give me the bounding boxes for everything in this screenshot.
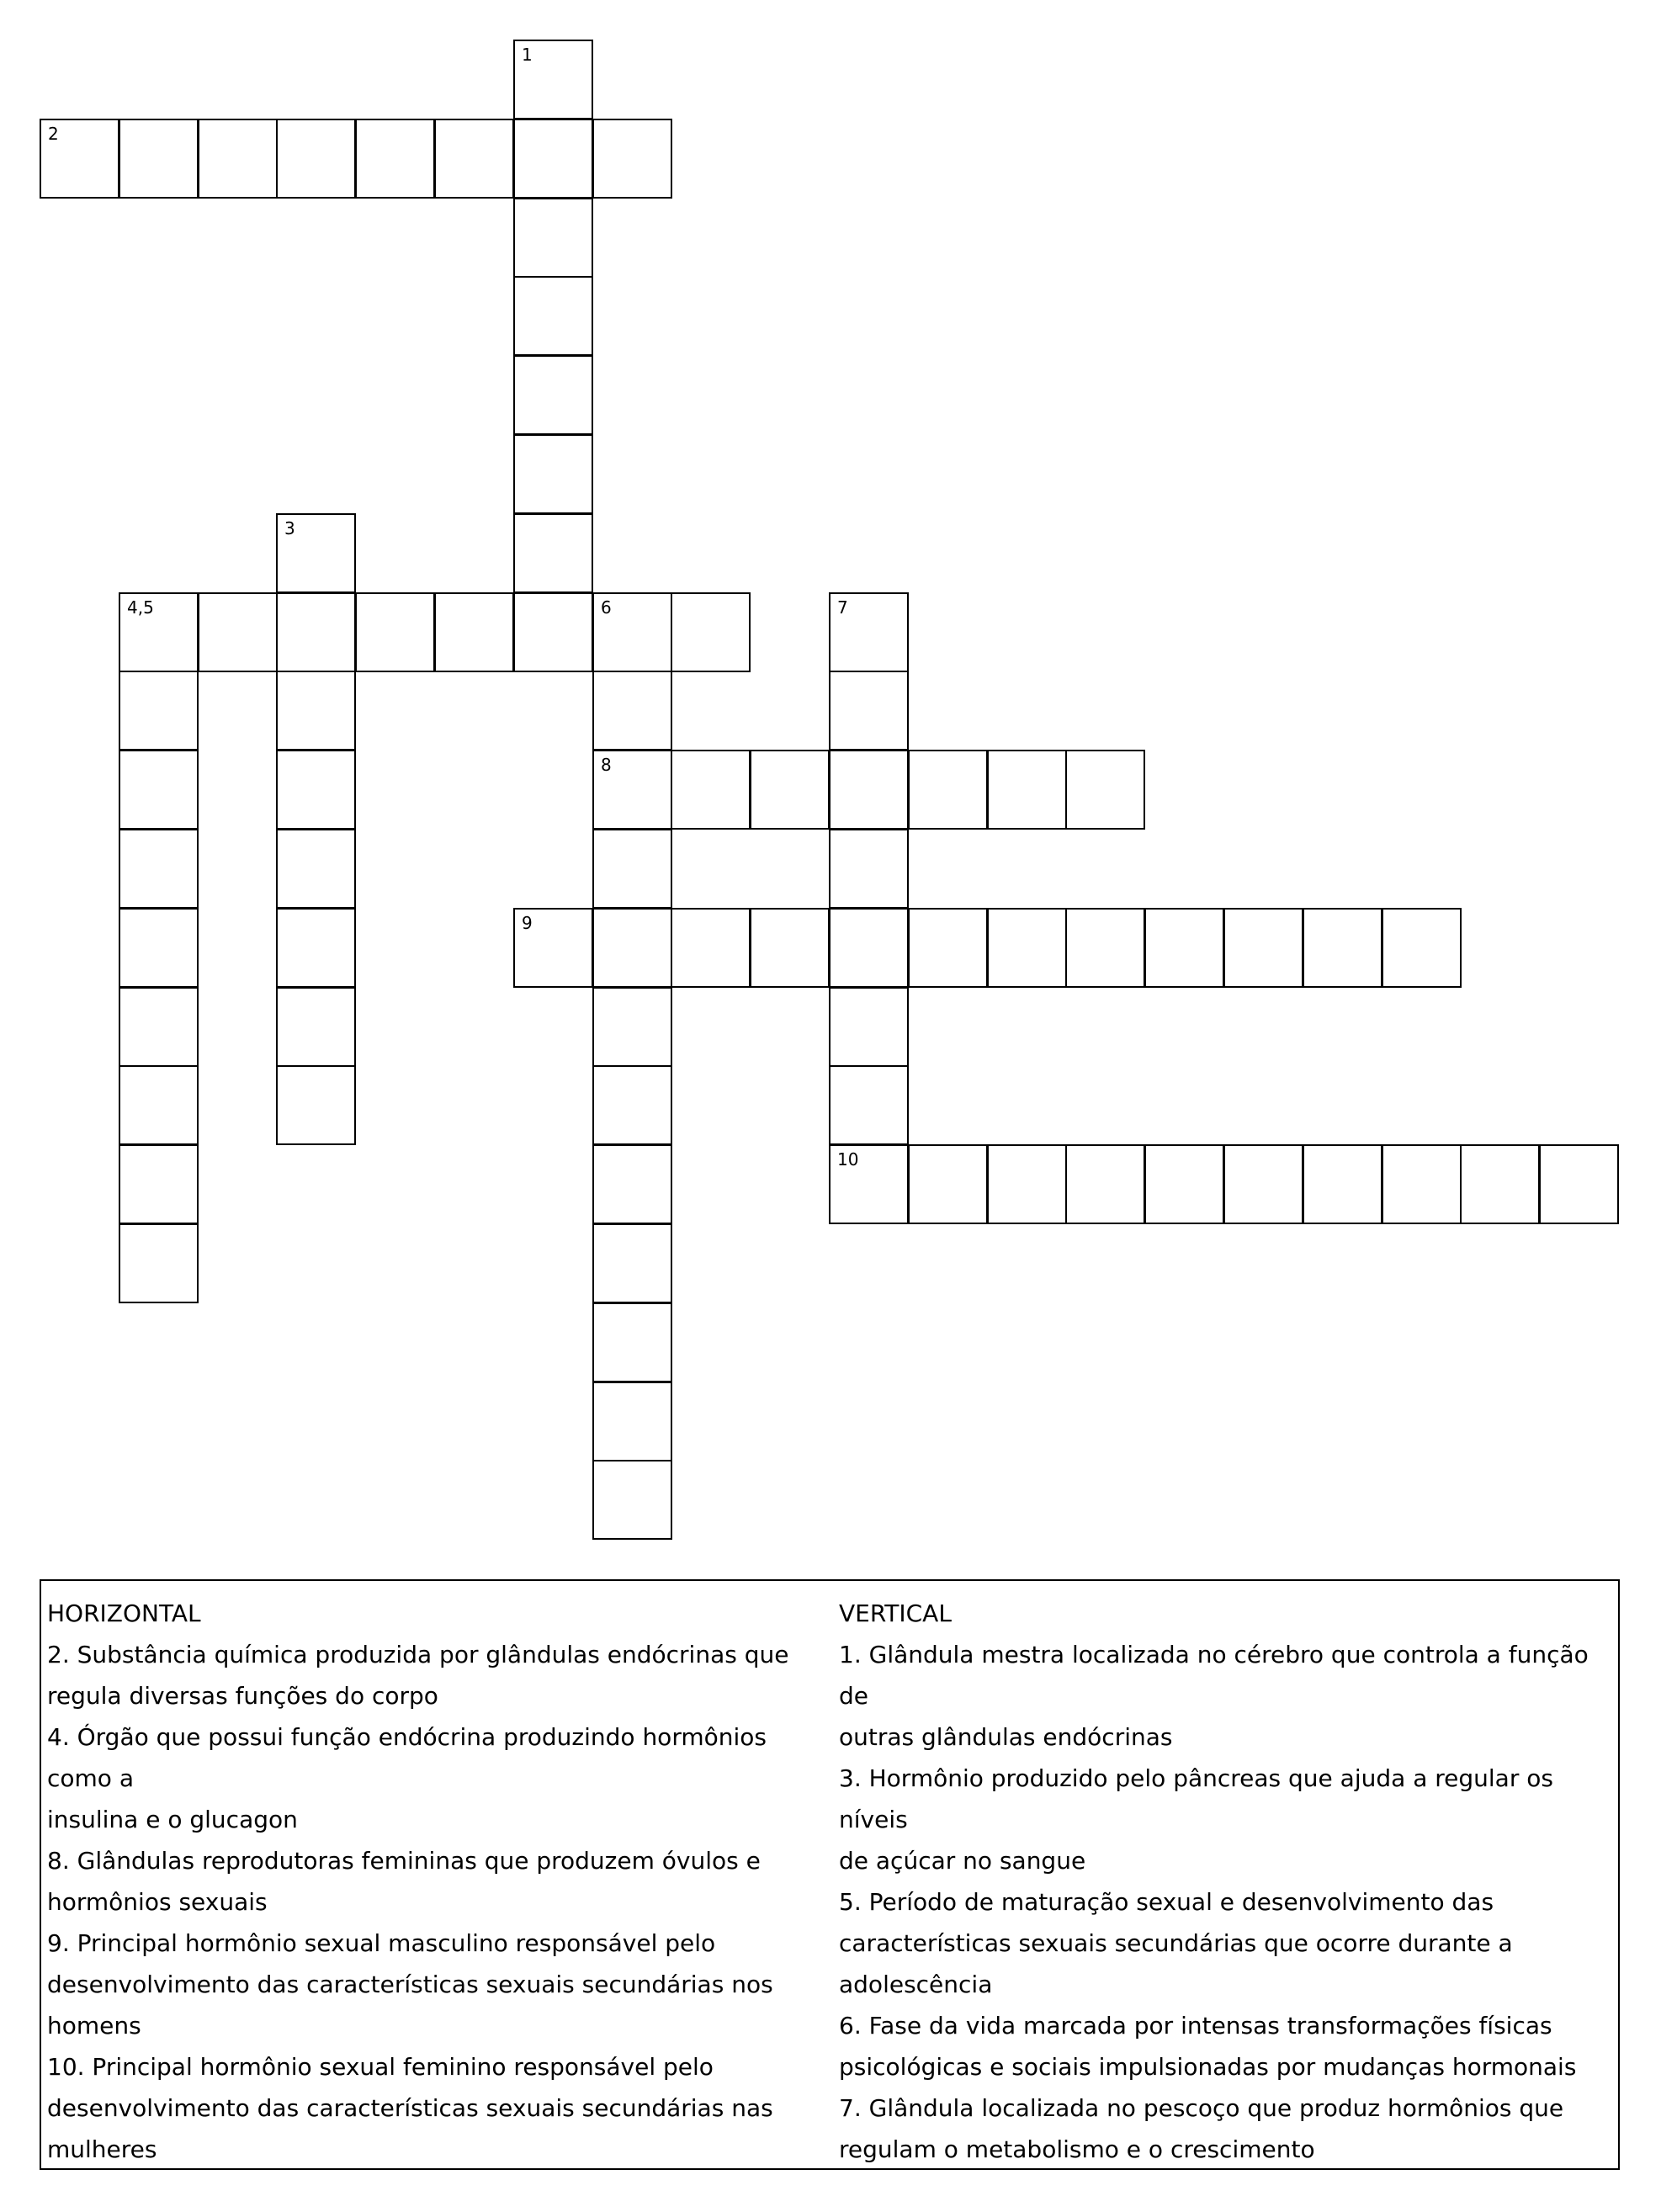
crossword-cell[interactable] bbox=[592, 750, 672, 830]
crossword-cell[interactable] bbox=[829, 592, 909, 672]
crossword-cell[interactable] bbox=[276, 1065, 356, 1145]
horizontal-clue bbox=[47, 1923, 830, 2046]
crossword-cell[interactable] bbox=[1539, 1144, 1619, 1224]
crossword-cell[interactable] bbox=[592, 119, 672, 199]
crossword-cell[interactable] bbox=[1460, 1144, 1540, 1224]
crossword-cell[interactable] bbox=[592, 1302, 672, 1382]
crossword-cell[interactable] bbox=[829, 987, 909, 1067]
vertical-heading: VERTICAL bbox=[839, 1599, 952, 1627]
clue-line: de açúcar no sangue bbox=[839, 1847, 1086, 1875]
crossword-cell[interactable] bbox=[513, 592, 593, 672]
crossword-cell[interactable] bbox=[829, 671, 909, 751]
crossword-cell[interactable] bbox=[592, 987, 672, 1067]
horizontal-clues bbox=[47, 1593, 830, 2170]
crossword-cell[interactable] bbox=[592, 908, 672, 988]
clue-line: 3. Hormônio produzido pelo pâncreas que ajuda a regular os níveis bbox=[839, 1764, 1553, 1833]
crossword-cell[interactable] bbox=[750, 908, 830, 988]
crossword-cell[interactable] bbox=[829, 1144, 909, 1224]
crossword-cell[interactable] bbox=[276, 908, 356, 988]
crossword-cell[interactable] bbox=[119, 829, 199, 909]
crossword-cell[interactable] bbox=[1065, 1144, 1145, 1224]
crossword-cell[interactable] bbox=[750, 750, 830, 830]
crossword-cell[interactable] bbox=[434, 119, 514, 199]
crossword-cell[interactable] bbox=[592, 671, 672, 751]
crossword-cell[interactable] bbox=[987, 750, 1067, 830]
crossword-cell[interactable] bbox=[987, 1144, 1067, 1224]
horizontal-clue bbox=[47, 1840, 830, 1923]
horizontal-heading: HORIZONTAL bbox=[47, 1599, 201, 1627]
clue-line: outras glândulas endócrinas bbox=[839, 1723, 1173, 1751]
clue-number: 4,5 bbox=[127, 597, 154, 618]
horizontal-clue bbox=[47, 2046, 830, 2170]
crossword-cell[interactable] bbox=[276, 750, 356, 830]
crossword-cell[interactable] bbox=[908, 908, 988, 988]
crossword-cell[interactable] bbox=[671, 908, 751, 988]
crossword-cell[interactable] bbox=[908, 1144, 988, 1224]
vertical-clues bbox=[839, 1593, 1617, 2170]
crossword-cell[interactable] bbox=[276, 829, 356, 909]
clue-line: 6. Fase da vida marcada por intensas transformações físicas bbox=[839, 2012, 1552, 2040]
horizontal-clue bbox=[47, 1716, 830, 1840]
crossword-cell[interactable] bbox=[908, 750, 988, 830]
crossword-cell[interactable] bbox=[119, 908, 199, 988]
crossword-cell[interactable] bbox=[1144, 908, 1224, 988]
crossword-cell[interactable] bbox=[829, 829, 909, 909]
crossword-cell[interactable] bbox=[592, 1460, 672, 1540]
crossword-cell[interactable] bbox=[1303, 1144, 1382, 1224]
crossword-cell[interactable] bbox=[1223, 1144, 1303, 1224]
crossword-cell[interactable] bbox=[513, 198, 593, 278]
crossword-cell[interactable] bbox=[513, 513, 593, 593]
crossword-cell[interactable] bbox=[592, 1144, 672, 1224]
clue-line: desenvolvimento das características sexuais secundárias nas bbox=[47, 2094, 773, 2122]
clue-line: regula diversas funções do corpo bbox=[47, 1682, 438, 1710]
crossword-cell[interactable] bbox=[513, 276, 593, 356]
clue-line: hormônios sexuais bbox=[47, 1888, 268, 1916]
clue-line: psicológicas e sociais impulsionadas por mudanças hormonais bbox=[839, 2053, 1577, 2081]
crossword-cell[interactable] bbox=[829, 750, 909, 830]
crossword-cell[interactable] bbox=[276, 119, 356, 199]
crossword-cell[interactable] bbox=[119, 1065, 199, 1145]
clue-number: 8 bbox=[601, 755, 612, 775]
crossword-cell[interactable] bbox=[276, 987, 356, 1067]
vertical-clue bbox=[839, 1634, 1617, 1758]
crossword-cell[interactable] bbox=[829, 908, 909, 988]
crossword-cell[interactable] bbox=[1382, 1144, 1462, 1224]
clue-line: mulheres bbox=[47, 2135, 157, 2163]
crossword-cell[interactable] bbox=[434, 592, 514, 672]
crossword-cell[interactable] bbox=[198, 592, 278, 672]
crossword-cell[interactable] bbox=[513, 434, 593, 514]
crossword-cell[interactable] bbox=[1382, 908, 1462, 988]
crossword-cell[interactable] bbox=[1144, 1144, 1224, 1224]
clue-line: características sexuais secundárias que ocorre durante a bbox=[839, 1929, 1513, 1957]
clue-number: 9 bbox=[522, 913, 533, 933]
crossword-cell[interactable] bbox=[513, 40, 593, 119]
crossword-cell[interactable] bbox=[592, 592, 672, 672]
crossword-cell[interactable] bbox=[671, 592, 751, 672]
crossword-cell[interactable] bbox=[119, 750, 199, 830]
crossword-cell[interactable] bbox=[592, 1223, 672, 1303]
crossword-cell[interactable] bbox=[276, 592, 356, 672]
crossword-cell[interactable] bbox=[276, 671, 356, 751]
crossword-cell[interactable] bbox=[829, 1065, 909, 1145]
vertical-clue bbox=[839, 2087, 1617, 2170]
clue-number: 7 bbox=[837, 597, 848, 618]
crossword-cell[interactable] bbox=[119, 119, 199, 199]
crossword-cell[interactable] bbox=[355, 592, 435, 672]
crossword-cell[interactable] bbox=[276, 513, 356, 593]
clue-line: 5. Período de maturação sexual e desenvolvimento das bbox=[839, 1888, 1494, 1916]
crossword-cell[interactable] bbox=[1223, 908, 1303, 988]
crossword-cell[interactable] bbox=[592, 1065, 672, 1145]
crossword-cell[interactable] bbox=[119, 671, 199, 751]
crossword-cell[interactable] bbox=[1065, 908, 1145, 988]
crossword-cell[interactable] bbox=[513, 908, 593, 988]
clue-number: 1 bbox=[522, 45, 533, 65]
crossword-cell[interactable] bbox=[119, 1144, 199, 1224]
crossword-cell[interactable] bbox=[1303, 908, 1382, 988]
clue-line: 4. Órgão que possui função endócrina produzindo hormônios como a bbox=[47, 1723, 767, 1792]
clue-line: desenvolvimento das características sexuais secundárias nos bbox=[47, 1971, 773, 1998]
clue-line: 8. Glândulas reprodutoras femininas que produzem óvulos e bbox=[47, 1847, 761, 1875]
clue-number: 10 bbox=[837, 1149, 859, 1170]
clue-line: 2. Substância química produzida por glândulas endócrinas que bbox=[47, 1641, 789, 1668]
crossword-cell[interactable] bbox=[119, 592, 199, 672]
clue-line: 10. Principal hormônio sexual feminino responsável pelo bbox=[47, 2053, 714, 2081]
horizontal-clue bbox=[47, 1634, 830, 1716]
vertical-clue bbox=[839, 1758, 1617, 1881]
clue-number: 6 bbox=[601, 597, 612, 618]
horizontal-clue-list bbox=[47, 1634, 830, 2170]
crossword-cell[interactable] bbox=[119, 987, 199, 1067]
clue-line: 7. Glândula localizada no pescoço que produz hormônios que bbox=[839, 2094, 1564, 2122]
clue-line: adolescência bbox=[839, 1971, 993, 1998]
crossword-cell[interactable] bbox=[671, 750, 751, 830]
crossword-cell[interactable] bbox=[592, 829, 672, 909]
crossword-cell[interactable] bbox=[119, 1223, 199, 1303]
clue-number: 3 bbox=[284, 518, 295, 538]
clue-line: insulina e o glucagon bbox=[47, 1806, 298, 1833]
clue-line: regulam o metabolismo e o crescimento bbox=[839, 2135, 1315, 2163]
crossword-cell[interactable] bbox=[355, 119, 435, 199]
vertical-clue bbox=[839, 1881, 1617, 2005]
crossword-cell[interactable] bbox=[40, 119, 119, 199]
crossword-cell[interactable] bbox=[987, 908, 1067, 988]
vertical-clue bbox=[839, 2005, 1617, 2087]
crossword-cell[interactable] bbox=[513, 119, 593, 199]
clue-line: homens bbox=[47, 2012, 141, 2040]
clue-line: 9. Principal hormônio sexual masculino responsável pelo bbox=[47, 1929, 716, 1957]
clue-number: 2 bbox=[48, 124, 59, 144]
clues-box bbox=[40, 1579, 1620, 2170]
clue-line: 1. Glândula mestra localizada no cérebro que controla a função de bbox=[839, 1641, 1589, 1710]
crossword-cell[interactable] bbox=[198, 119, 278, 199]
crossword-cell[interactable] bbox=[592, 1382, 672, 1461]
crossword-cell[interactable] bbox=[1065, 750, 1145, 830]
vertical-clue-list bbox=[839, 1634, 1617, 2170]
crossword-cell[interactable] bbox=[513, 355, 593, 435]
